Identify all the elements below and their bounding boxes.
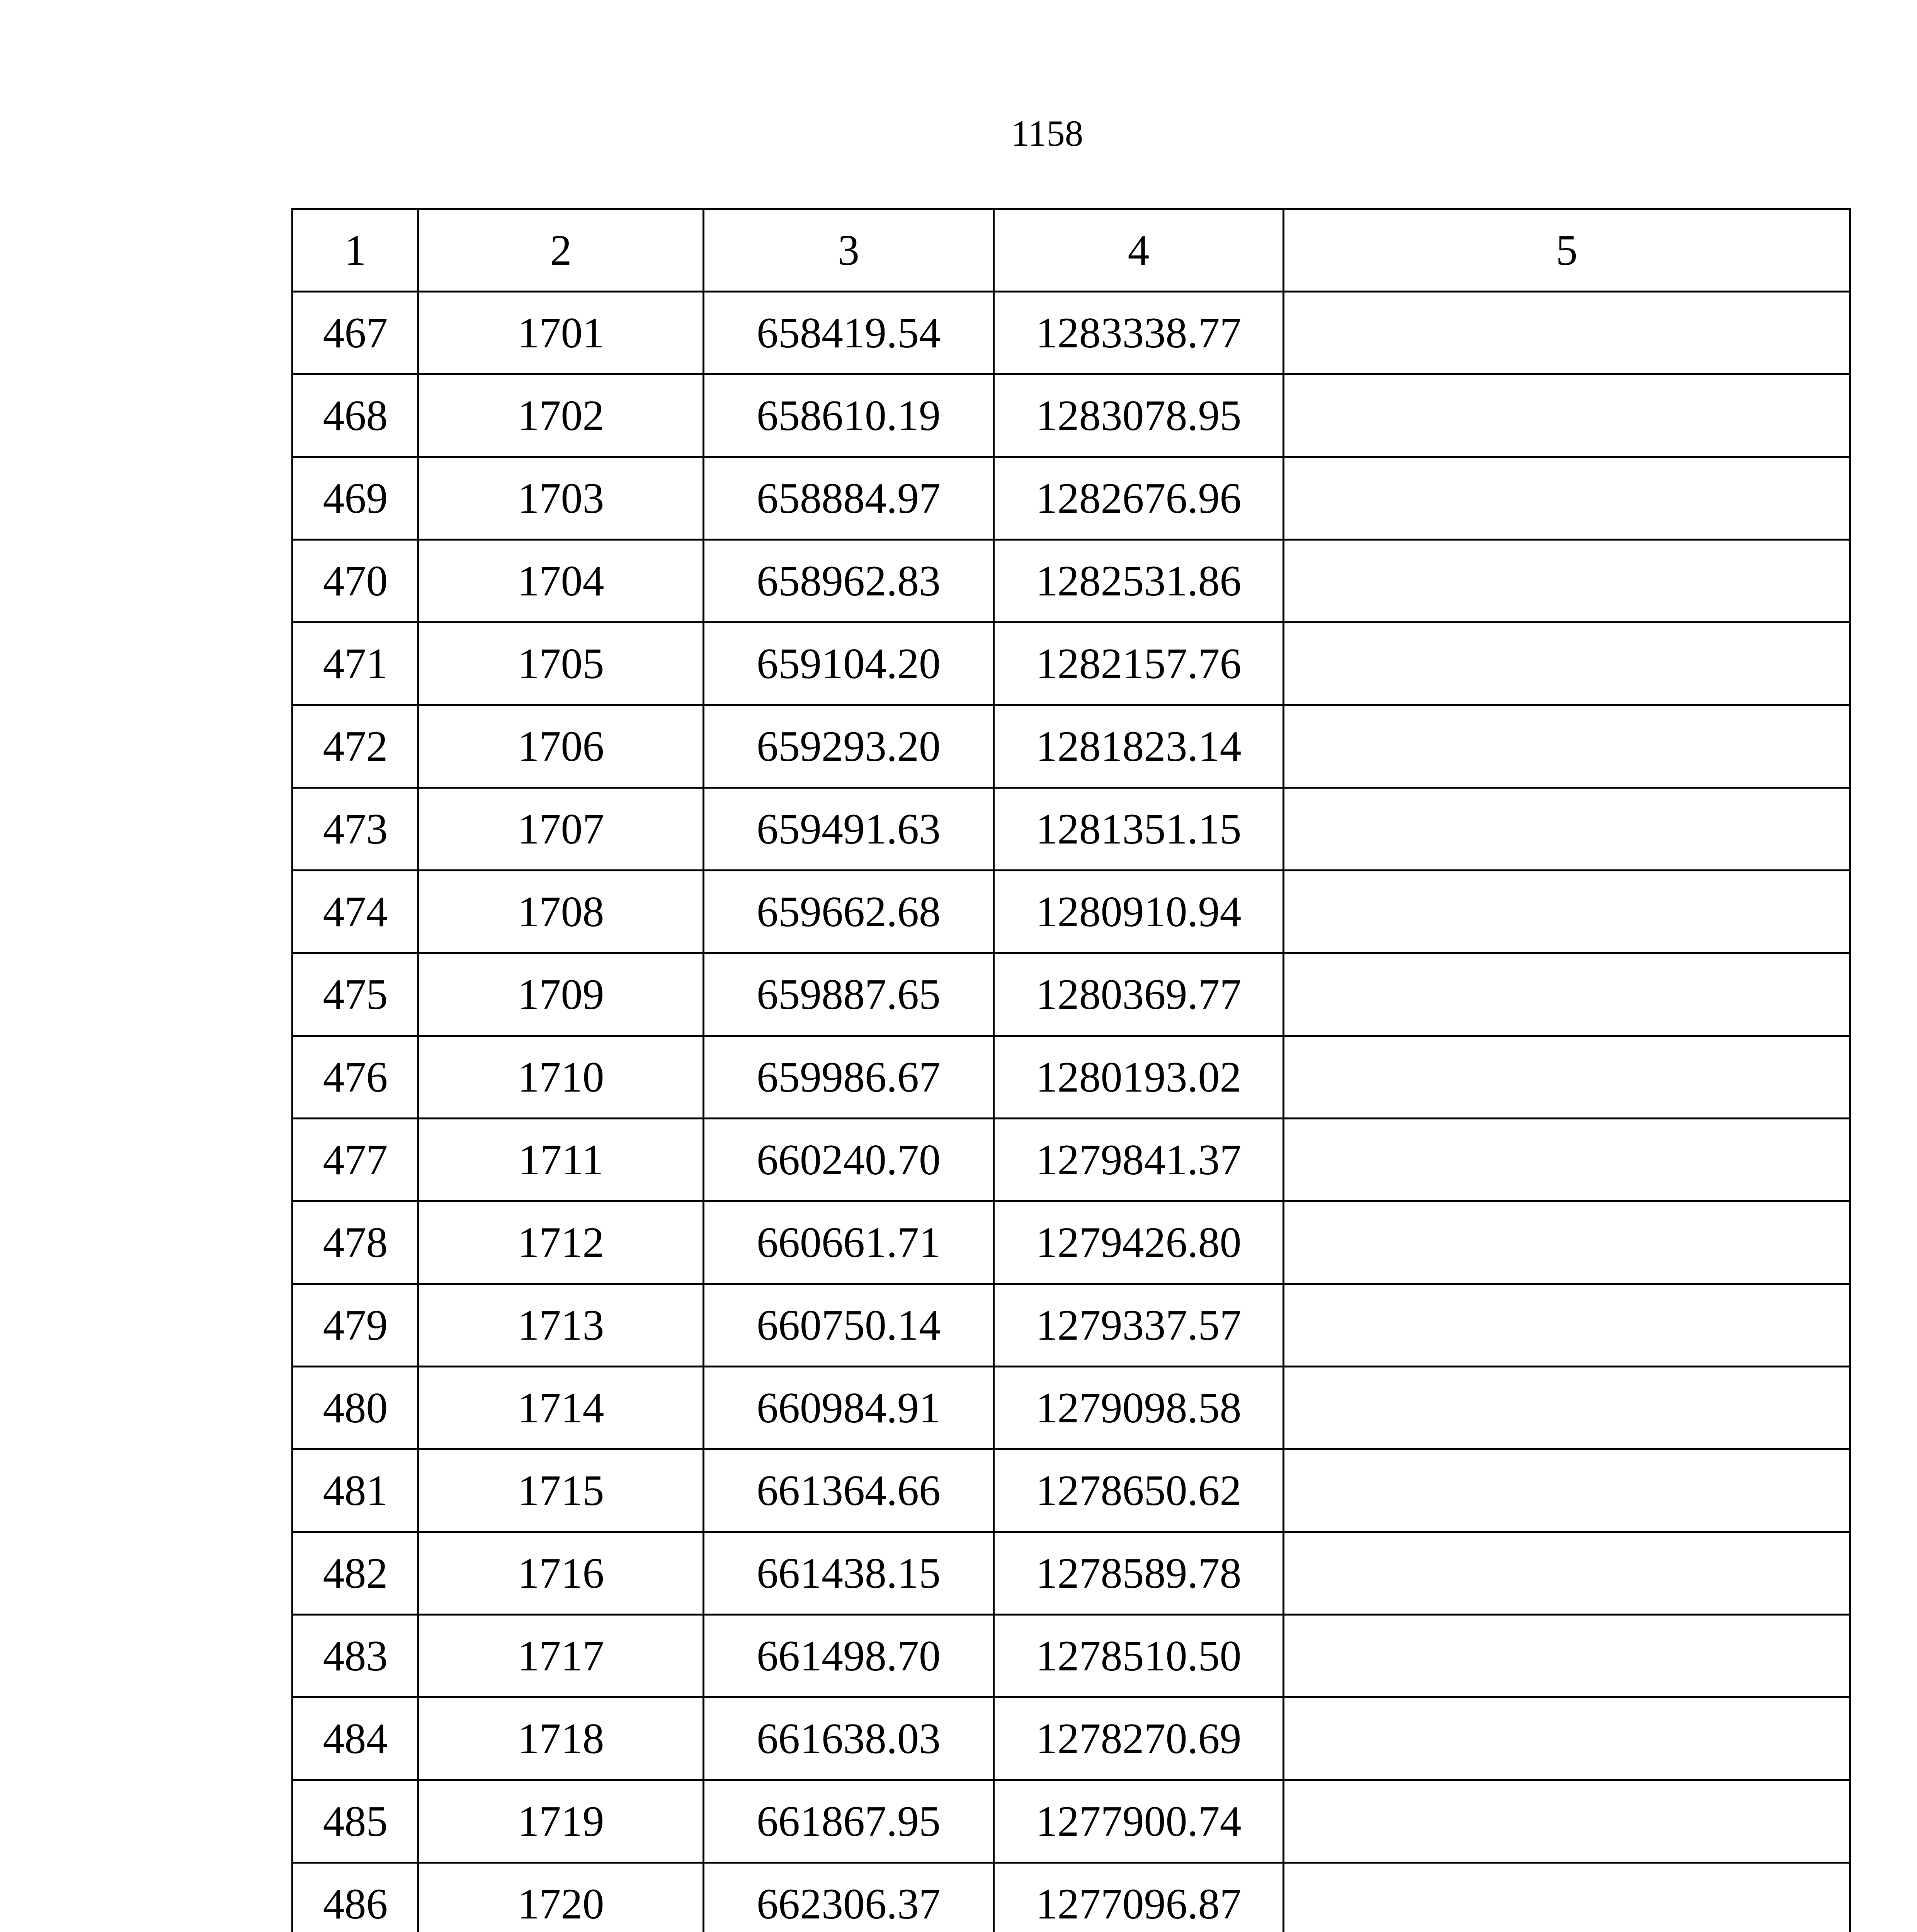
- table-cell: 486: [293, 1863, 418, 1932]
- table-cell: 1705: [418, 622, 704, 705]
- table-cell: 1713: [418, 1284, 704, 1367]
- table-cell: 661364.66: [704, 1449, 994, 1532]
- table-cell: [1284, 871, 1850, 953]
- table-cell: 475: [293, 953, 418, 1036]
- table-cell: 1281823.14: [994, 705, 1284, 788]
- table-row: [293, 292, 1850, 374]
- table-cell: 659491.63: [704, 788, 994, 871]
- table-cell: 658610.19: [704, 374, 994, 457]
- table-body: [293, 292, 1850, 1932]
- table-cell: 1715: [418, 1449, 704, 1532]
- table-cell: [1284, 374, 1850, 457]
- table-cell: [1284, 1284, 1850, 1367]
- table-cell: 1278589.78: [994, 1532, 1284, 1615]
- table-cell: 662306.37: [704, 1863, 994, 1932]
- table-cell: [1284, 1780, 1850, 1863]
- table-cell: 481: [293, 1449, 418, 1532]
- table-row: [293, 1119, 1850, 1201]
- table-cell: 469: [293, 457, 418, 540]
- table-cell: 470: [293, 540, 418, 622]
- table-cell: 1707: [418, 788, 704, 871]
- table-cell: 1709: [418, 953, 704, 1036]
- table-row: [293, 953, 1850, 1036]
- table-row: [293, 871, 1850, 953]
- table-cell: 1282676.96: [994, 457, 1284, 540]
- table-cell: 1712: [418, 1201, 704, 1284]
- table-cell: 483: [293, 1615, 418, 1697]
- table-row: [293, 1284, 1850, 1367]
- table-cell: 476: [293, 1036, 418, 1119]
- table-cell: [1284, 540, 1850, 622]
- table-header-row: [293, 209, 1850, 292]
- header-cell: 4: [994, 209, 1284, 292]
- table-cell: 467: [293, 292, 418, 374]
- table-cell: 1718: [418, 1697, 704, 1780]
- table-cell: 1278270.69: [994, 1697, 1284, 1780]
- table-cell: 658419.54: [704, 292, 994, 374]
- table-row: [293, 374, 1850, 457]
- table-cell: 473: [293, 788, 418, 871]
- table-row: [293, 705, 1850, 788]
- table-cell: 1283078.95: [994, 374, 1284, 457]
- table-cell: 472: [293, 705, 418, 788]
- table-cell: 659986.67: [704, 1036, 994, 1119]
- table-cell: 1280193.02: [994, 1036, 1284, 1119]
- table-row: [293, 1615, 1850, 1697]
- table-row: [293, 622, 1850, 705]
- table-cell: 661498.70: [704, 1615, 994, 1697]
- table-cell: 660750.14: [704, 1284, 994, 1367]
- table-cell: 1283338.77: [994, 292, 1284, 374]
- table-cell: 479: [293, 1284, 418, 1367]
- table-row: [293, 1036, 1850, 1119]
- table-row: [293, 540, 1850, 622]
- table-cell: 1280910.94: [994, 871, 1284, 953]
- table-cell: 478: [293, 1201, 418, 1284]
- header-cell: 1: [293, 209, 418, 292]
- table-cell: 1279426.80: [994, 1201, 1284, 1284]
- table-cell: 659887.65: [704, 953, 994, 1036]
- table-cell: 658884.97: [704, 457, 994, 540]
- table-cell: [1284, 1615, 1850, 1697]
- table-row: [293, 1449, 1850, 1532]
- table-cell: 1281351.15: [994, 788, 1284, 871]
- table-cell: 659104.20: [704, 622, 994, 705]
- table-cell: 1282531.86: [994, 540, 1284, 622]
- page-number: 1158: [1011, 113, 1084, 154]
- table-cell: 1720: [418, 1863, 704, 1932]
- table-cell: 1704: [418, 540, 704, 622]
- table-cell: [1284, 953, 1850, 1036]
- table-cell: 1717: [418, 1615, 704, 1697]
- table-row: [293, 788, 1850, 871]
- table-row: [293, 1863, 1850, 1932]
- table-row: [293, 457, 1850, 540]
- table-cell: 661638.03: [704, 1697, 994, 1780]
- table-cell: [1284, 788, 1850, 871]
- table-row: [293, 1201, 1850, 1284]
- table-cell: 471: [293, 622, 418, 705]
- table-row: [293, 1367, 1850, 1449]
- table-cell: 485: [293, 1780, 418, 1863]
- table-cell: 1279337.57: [994, 1284, 1284, 1367]
- table-cell: 1279098.58: [994, 1367, 1284, 1449]
- table-cell: 1702: [418, 374, 704, 457]
- table-cell: 661867.95: [704, 1780, 994, 1863]
- table-cell: 661438.15: [704, 1532, 994, 1615]
- table-row: [293, 1697, 1850, 1780]
- table-cell: 660661.71: [704, 1201, 994, 1284]
- table-cell: 1278650.62: [994, 1449, 1284, 1532]
- coordinates-table: [291, 208, 1851, 1932]
- table-cell: [1284, 1367, 1850, 1449]
- table-cell: [1284, 1036, 1850, 1119]
- table-cell: 474: [293, 871, 418, 953]
- table-cell: 660984.91: [704, 1367, 994, 1449]
- table-cell: 1719: [418, 1780, 704, 1863]
- header-cell: 2: [418, 209, 704, 292]
- table-cell: [1284, 1201, 1850, 1284]
- table-cell: 659293.20: [704, 705, 994, 788]
- table-cell: [1284, 1532, 1850, 1615]
- table-cell: 1278510.50: [994, 1615, 1284, 1697]
- header-cell: 3: [704, 209, 994, 292]
- table-cell: 477: [293, 1119, 418, 1201]
- table-cell: 1710: [418, 1036, 704, 1119]
- table-cell: 1708: [418, 871, 704, 953]
- table-cell: [1284, 1449, 1850, 1532]
- table-cell: [1284, 1697, 1850, 1780]
- table-row: [293, 1780, 1850, 1863]
- table-cell: [1284, 622, 1850, 705]
- table-cell: 484: [293, 1697, 418, 1780]
- table-cell: 659662.68: [704, 871, 994, 953]
- table-cell: [1284, 292, 1850, 374]
- table-cell: 1706: [418, 705, 704, 788]
- table-cell: 1703: [418, 457, 704, 540]
- table-cell: 1280369.77: [994, 953, 1284, 1036]
- table-cell: 1716: [418, 1532, 704, 1615]
- table-cell: 1279841.37: [994, 1119, 1284, 1201]
- table-cell: 1277900.74: [994, 1780, 1284, 1863]
- table-cell: 660240.70: [704, 1119, 994, 1201]
- table-cell: 468: [293, 374, 418, 457]
- table-cell: 482: [293, 1532, 418, 1615]
- table-cell: 1714: [418, 1367, 704, 1449]
- table-cell: [1284, 1119, 1850, 1201]
- header-cell: 5: [1284, 209, 1850, 292]
- table-cell: 1282157.76: [994, 622, 1284, 705]
- table-cell: 1701: [418, 292, 704, 374]
- table-cell: 480: [293, 1367, 418, 1449]
- table-cell: 1711: [418, 1119, 704, 1201]
- table-cell: [1284, 457, 1850, 540]
- table-row: [293, 1532, 1850, 1615]
- table-cell: [1284, 1863, 1850, 1932]
- table-cell: 658962.83: [704, 540, 994, 622]
- table-cell: 1277096.87: [994, 1863, 1284, 1932]
- table-cell: [1284, 705, 1850, 788]
